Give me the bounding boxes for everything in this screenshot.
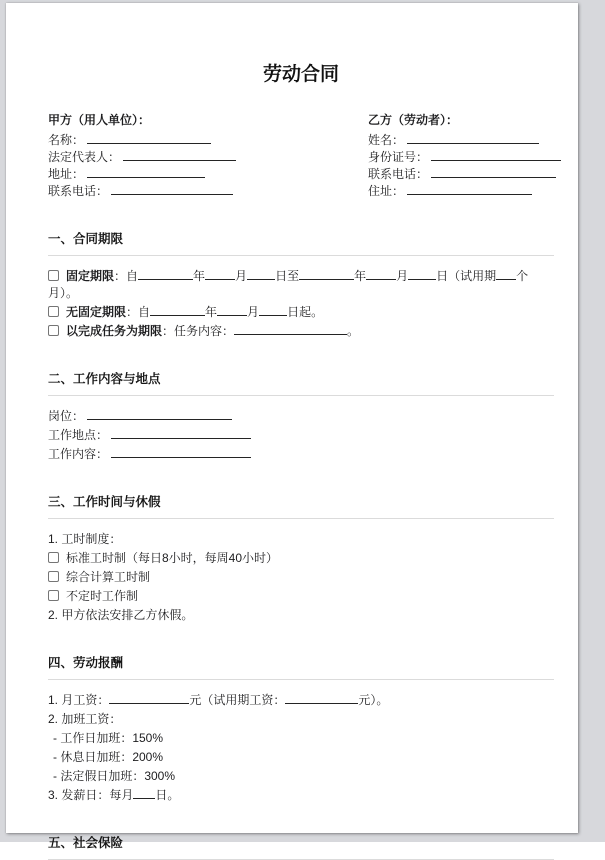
- field-row-work-content: [48, 446, 554, 463]
- blank-line: [205, 269, 235, 280]
- option-open-ended-term: [48, 304, 554, 321]
- text-fragment: ：自: [114, 269, 139, 283]
- section-heading: 三、工作时间与休假: [48, 495, 161, 509]
- blank-line: [408, 269, 436, 280]
- blank-line: [217, 305, 247, 316]
- party-b-block: [368, 111, 561, 200]
- field-row-position: [48, 408, 554, 425]
- field-label: 工作地点：: [48, 428, 109, 442]
- blank-line: [431, 150, 561, 161]
- field-label: 联系电话：: [368, 167, 429, 181]
- party-a-block: [48, 111, 368, 200]
- section-divider: [48, 518, 554, 519]
- field-row-phone-b: [368, 166, 561, 183]
- option-label: 不定时工作制: [66, 589, 139, 603]
- field-label: 法定代表人：: [48, 150, 121, 164]
- field-row-worker-name: [368, 132, 561, 149]
- text-fragment: 月: [247, 305, 260, 319]
- section-heading: 一、合同期限: [48, 232, 124, 246]
- text-fragment: ：任务内容：: [162, 324, 235, 338]
- overtime-wage-label: 2. 加班工资：: [48, 712, 122, 726]
- text-fragment: 年: [354, 269, 367, 283]
- blank-line: [87, 167, 205, 178]
- blank-line: [109, 693, 189, 704]
- text-fragment: 年: [193, 269, 206, 283]
- blank-line: [407, 133, 539, 144]
- option-label: 标准工时制（每日8小时，每周40小时）: [66, 551, 279, 565]
- option-flexible-hours: [48, 588, 554, 605]
- field-row-phone-a: [48, 183, 368, 200]
- blank-line: [150, 305, 205, 316]
- text-fragment: 月: [235, 269, 248, 283]
- party-a-heading: 甲方（用人单位）：: [48, 113, 151, 127]
- field-label: 名称：: [48, 133, 85, 147]
- section-social-insurance: [48, 833, 554, 860]
- blank-line: [366, 269, 396, 280]
- blank-line: [247, 269, 275, 280]
- blank-line: [111, 184, 233, 195]
- payday-row: [48, 787, 554, 804]
- blank-line: [431, 167, 556, 178]
- field-row-legal-representative: [48, 149, 368, 166]
- text-fragment: 月: [396, 269, 409, 283]
- standard-hours-checkbox[interactable]: [48, 552, 59, 563]
- text-fragment: 年: [205, 305, 218, 319]
- leave-arrangement-text: 2. 甲方依法安排乙方休假。: [48, 608, 194, 622]
- field-label: 工作内容：: [48, 447, 109, 461]
- overtime-item-restday: - 休息日加班：200%: [53, 750, 164, 764]
- option-label: 以完成任务为期限: [66, 324, 163, 338]
- monthly-wage-row: [48, 692, 554, 709]
- fixed-term-checkbox[interactable]: [48, 270, 59, 281]
- text-fragment: 元（试用期工资：: [189, 693, 286, 707]
- section-working-hours: [48, 492, 554, 624]
- open-ended-term-checkbox[interactable]: [48, 306, 59, 317]
- section-divider: [48, 679, 554, 680]
- option-label: 固定期限: [66, 269, 115, 283]
- field-row-home-address: [368, 183, 561, 200]
- blank-line: [285, 693, 358, 704]
- section-heading: 五、社会保险: [48, 836, 124, 850]
- blank-line: [138, 269, 193, 280]
- blank-line: [259, 305, 287, 316]
- option-comprehensive-hours: [48, 569, 554, 586]
- contract-page: [6, 3, 578, 850]
- section-work-content: [48, 369, 554, 463]
- option-label: 综合计算工时制: [66, 570, 151, 584]
- option-standard-hours: [48, 550, 554, 567]
- page-title: 劳动合同: [262, 64, 339, 85]
- section-heading: 二、工作内容与地点: [48, 372, 161, 386]
- field-label: 岗位：: [48, 409, 85, 423]
- text-fragment: 日。: [155, 788, 180, 802]
- text-fragment: 元）。: [358, 693, 389, 707]
- option-fixed-term: [48, 268, 554, 302]
- blank-line: [111, 447, 251, 458]
- field-row-company-name: [48, 132, 368, 149]
- option-task-based-term: [48, 323, 554, 340]
- section-divider: [48, 395, 554, 396]
- field-label: 1. 月工资：: [48, 693, 110, 707]
- flexible-hours-checkbox[interactable]: [48, 590, 59, 601]
- text-fragment: 日起。: [287, 305, 324, 319]
- blank-line: [299, 269, 354, 280]
- option-label: 无固定期限: [66, 305, 127, 319]
- field-row-id-number: [368, 149, 561, 166]
- overtime-item-holiday: - 法定假日加班：300%: [53, 769, 176, 783]
- field-label: 住址：: [368, 184, 405, 198]
- task-based-term-checkbox[interactable]: [48, 325, 59, 336]
- parties-block: [48, 111, 554, 200]
- section-contract-term: [48, 229, 554, 340]
- text-fragment: 日至: [275, 269, 300, 283]
- blank-line: [111, 428, 251, 439]
- blank-line: [87, 409, 232, 420]
- blank-line: [133, 788, 155, 799]
- blank-line: [234, 324, 347, 335]
- field-label: 3. 发薪日：每月: [48, 788, 134, 802]
- field-label: 姓名：: [368, 133, 405, 147]
- section-remuneration: [48, 653, 554, 804]
- field-label: 联系电话：: [48, 184, 109, 198]
- field-label: 地址：: [48, 167, 85, 181]
- overtime-item-workday: - 工作日加班：150%: [53, 731, 164, 745]
- text-fragment: 日（试用期: [436, 269, 497, 283]
- text-fragment: ：自: [126, 305, 151, 319]
- blank-line: [87, 133, 211, 144]
- field-row-address: [48, 166, 368, 183]
- text-fragment: 个月）。: [48, 269, 529, 300]
- comprehensive-hours-checkbox[interactable]: [48, 571, 59, 582]
- blank-line: [123, 150, 236, 161]
- page-content: [6, 3, 578, 860]
- field-row-work-location: [48, 427, 554, 444]
- section-divider: [48, 255, 554, 256]
- party-b-heading: 乙方（劳动者）：: [368, 113, 459, 127]
- field-label: 身份证号：: [368, 150, 429, 164]
- blank-line: [496, 269, 516, 280]
- text-fragment: 。: [347, 324, 360, 338]
- blank-line: [407, 184, 532, 195]
- section-heading: 四、劳动报酬: [48, 656, 124, 670]
- hours-system-label: 1. 工时制度：: [48, 532, 122, 546]
